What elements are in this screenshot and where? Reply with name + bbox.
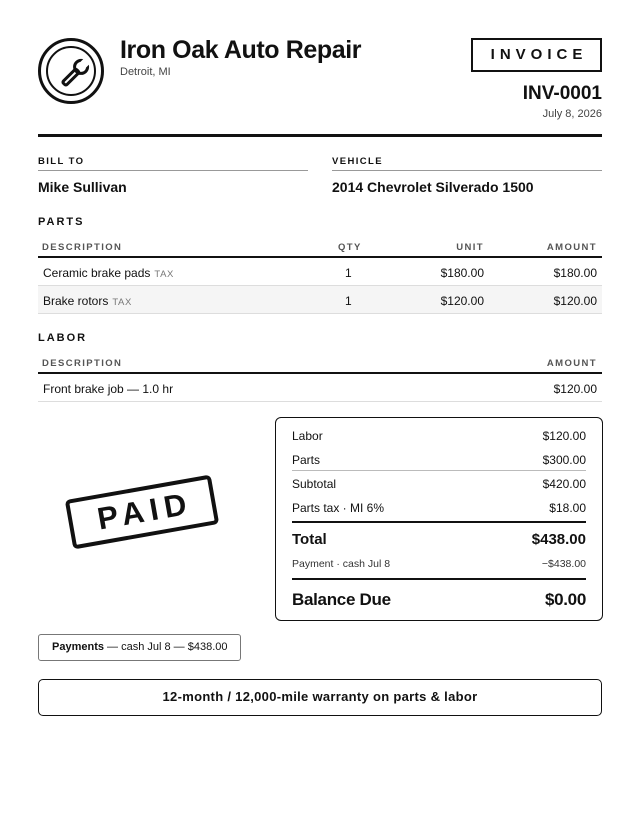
- vehicle-label: VEHICLE: [332, 156, 383, 167]
- tax-tag: TAX: [154, 269, 174, 280]
- part-amount: $180.00: [553, 266, 597, 280]
- payments-note-text: — cash Jul 8 — $438.00: [103, 641, 228, 653]
- bill-to-label: BILL TO: [38, 156, 85, 167]
- vehicle-underline: [332, 170, 602, 171]
- header-divider: [38, 134, 602, 137]
- summary-tax: Parts tax · MI 6% $18.00: [292, 501, 586, 515]
- labor-amount: $120.00: [553, 382, 597, 396]
- shop-logo: [38, 38, 104, 104]
- summary-payment: Payment · cash Jul 8 −$438.00: [292, 558, 586, 570]
- bill-to-underline: [38, 170, 308, 171]
- invoice-label: INVOICE: [471, 38, 602, 72]
- summary-total-divider: [292, 521, 586, 523]
- parts-col-qty: QTY: [338, 242, 362, 253]
- parts-section-title: PARTS: [38, 216, 85, 228]
- table-row: [38, 286, 602, 314]
- wrench-icon: [53, 53, 95, 95]
- payments-note: [38, 634, 241, 661]
- labor-col-amount: AMOUNT: [546, 358, 597, 369]
- parts-col-description: DESCRIPTION: [42, 242, 123, 253]
- labor-description: Front brake job — 1.0 hr: [43, 382, 174, 396]
- paid-stamp: [65, 475, 219, 550]
- customer-name: Mike Sullivan: [38, 179, 127, 195]
- part-description: Ceramic brake pads TAX: [43, 266, 174, 280]
- labor-table-header: [38, 352, 602, 374]
- labor-section-title: LABOR: [38, 332, 88, 344]
- totals-summary: [275, 417, 603, 621]
- part-amount: $120.00: [553, 294, 597, 308]
- summary-total: Total $438.00: [292, 531, 586, 548]
- labor-table: [38, 352, 602, 402]
- summary-balance-divider: [292, 578, 586, 580]
- table-row: [38, 258, 602, 286]
- parts-col-amount: AMOUNT: [546, 242, 597, 253]
- summary-divider: [292, 470, 586, 471]
- summary-subtotal: Subtotal $420.00: [292, 477, 586, 491]
- table-row: [38, 374, 602, 402]
- parts-table: [38, 236, 602, 314]
- summary-balance-due: Balance Due $0.00: [292, 590, 586, 609]
- labor-col-description: DESCRIPTION: [42, 358, 123, 369]
- part-description: Brake rotors TAX: [43, 294, 132, 308]
- company-city: Detroit, MI: [120, 66, 171, 78]
- warranty-note: 12-month / 12,000-mile warranty on parts & labor: [38, 679, 602, 716]
- part-unit: $120.00: [440, 294, 484, 308]
- invoice-date: July 8, 2026: [542, 108, 602, 120]
- invoice-number: INV-0001: [522, 83, 602, 104]
- part-qty: 1: [345, 294, 352, 308]
- part-qty: 1: [345, 266, 352, 280]
- summary-labor: Labor $120.00: [292, 429, 586, 443]
- part-unit: $180.00: [440, 266, 484, 280]
- vehicle-name: 2014 Chevrolet Silverado 1500: [332, 179, 534, 195]
- tax-tag: TAX: [112, 297, 132, 308]
- summary-parts: Parts $300.00: [292, 453, 586, 467]
- parts-table-header: [38, 236, 602, 258]
- paid-stamp-text: PAID: [94, 485, 196, 537]
- payments-note-label: Payments: [52, 641, 104, 653]
- company-name: Iron Oak Auto Repair: [120, 36, 362, 64]
- parts-col-unit: UNIT: [456, 242, 484, 253]
